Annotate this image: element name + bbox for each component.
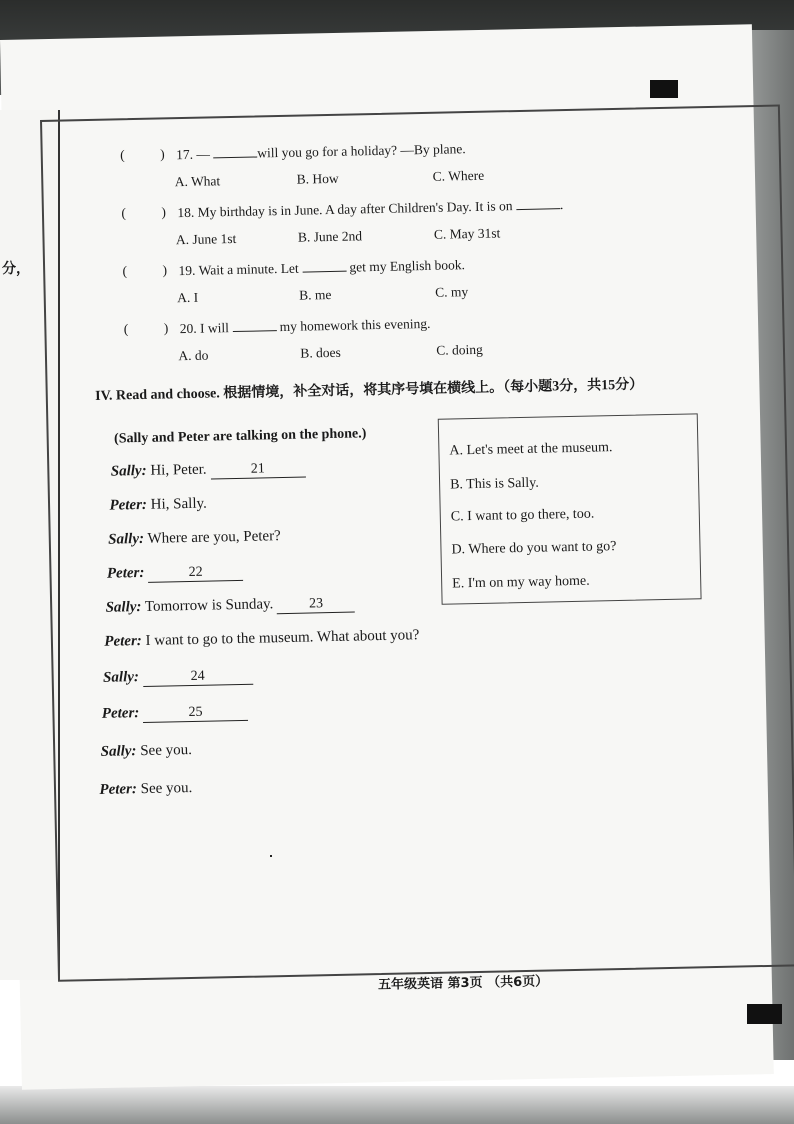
answer-blank-24[interactable]: 24 (143, 668, 253, 687)
dialog-line-5: Sally: Tomorrow is Sunday. 23 (105, 595, 355, 618)
dialog-line-6: Peter: I want to go to the museum. What about you? (104, 627, 420, 650)
dialog-line-1: Sally: Hi, Peter. 21 (111, 460, 306, 482)
ink-dot (270, 855, 272, 857)
answer-blank-25[interactable]: 25 (143, 704, 248, 723)
question-20: ( ) 20. I will my homework this evening. (123, 315, 431, 337)
answer-blank[interactable] (232, 318, 276, 332)
option-c: C. May 31st (433, 225, 501, 242)
answer-blank[interactable] (516, 196, 560, 210)
choice-b: B. This is Sally. (449, 475, 539, 493)
dialog-line-10: Peter: See you. (99, 779, 193, 798)
choice-e: E. I'm on my way home. (452, 573, 590, 592)
section-title: IV. Read and choose. 根据情境，补全对话，将其序号填在横线上。（每小题3分，共15分） (95, 377, 644, 404)
choice-a: A. Let's meet at the museum. (449, 440, 613, 459)
dialog-line-2: Peter: Hi, Sally. (109, 495, 208, 514)
option-a: A. I (176, 289, 199, 306)
answer-choice-box (438, 413, 702, 604)
option-a: A. What (174, 173, 221, 190)
question-17: ( ) 17. — will you go for a holiday? —By plane. (119, 141, 466, 163)
answer-blank[interactable] (213, 145, 257, 159)
option-c: C. doing (436, 341, 483, 358)
question-18: ( ) 18. My birthday is in June. A day after Children's Day. It is on . (121, 197, 564, 221)
answer-blank-23[interactable]: 23 (277, 596, 355, 615)
option-b: B. June 2nd (297, 228, 363, 245)
dialog-line-8: Peter: 25 (102, 703, 249, 724)
dialog-area (96, 413, 724, 826)
option-c: C. Where (432, 167, 485, 184)
answer-blank-21[interactable]: 21 (210, 461, 305, 480)
dialog-line-3: Sally: Where are you, Peter? (108, 528, 281, 548)
background-bottom (0, 1086, 794, 1124)
dialog-line-9: Sally: See you. (100, 741, 193, 760)
page-footer: 五年级英语 第3页 （共6页） (377, 974, 549, 993)
option-b: B. me (298, 286, 332, 303)
choice-c: C. I want to go there, too. (450, 506, 595, 525)
option-a: A. do (178, 347, 209, 364)
option-a: A. June 1st (175, 230, 237, 248)
page-content (90, 135, 724, 826)
answer-blank[interactable] (302, 259, 346, 273)
registration-mark-bottom (747, 1004, 782, 1024)
answer-blank-22[interactable]: 22 (148, 564, 243, 583)
option-b: B. How (296, 170, 339, 187)
left-fragment-text: 分， (2, 262, 30, 277)
dialog-line-4: Peter: 22 (107, 563, 244, 584)
scene-description: (Sally and Peter are talking on the phone.) (113, 426, 367, 447)
dialog-line-7: Sally: 24 (103, 667, 253, 688)
choice-d: D. Where do you want to go? (451, 539, 617, 558)
registration-mark-top (650, 80, 678, 98)
option-c: C. my (434, 284, 469, 300)
option-b: B. does (300, 344, 341, 361)
question-19: ( ) 19. Wait a minute. Let get my English book. (122, 257, 466, 279)
